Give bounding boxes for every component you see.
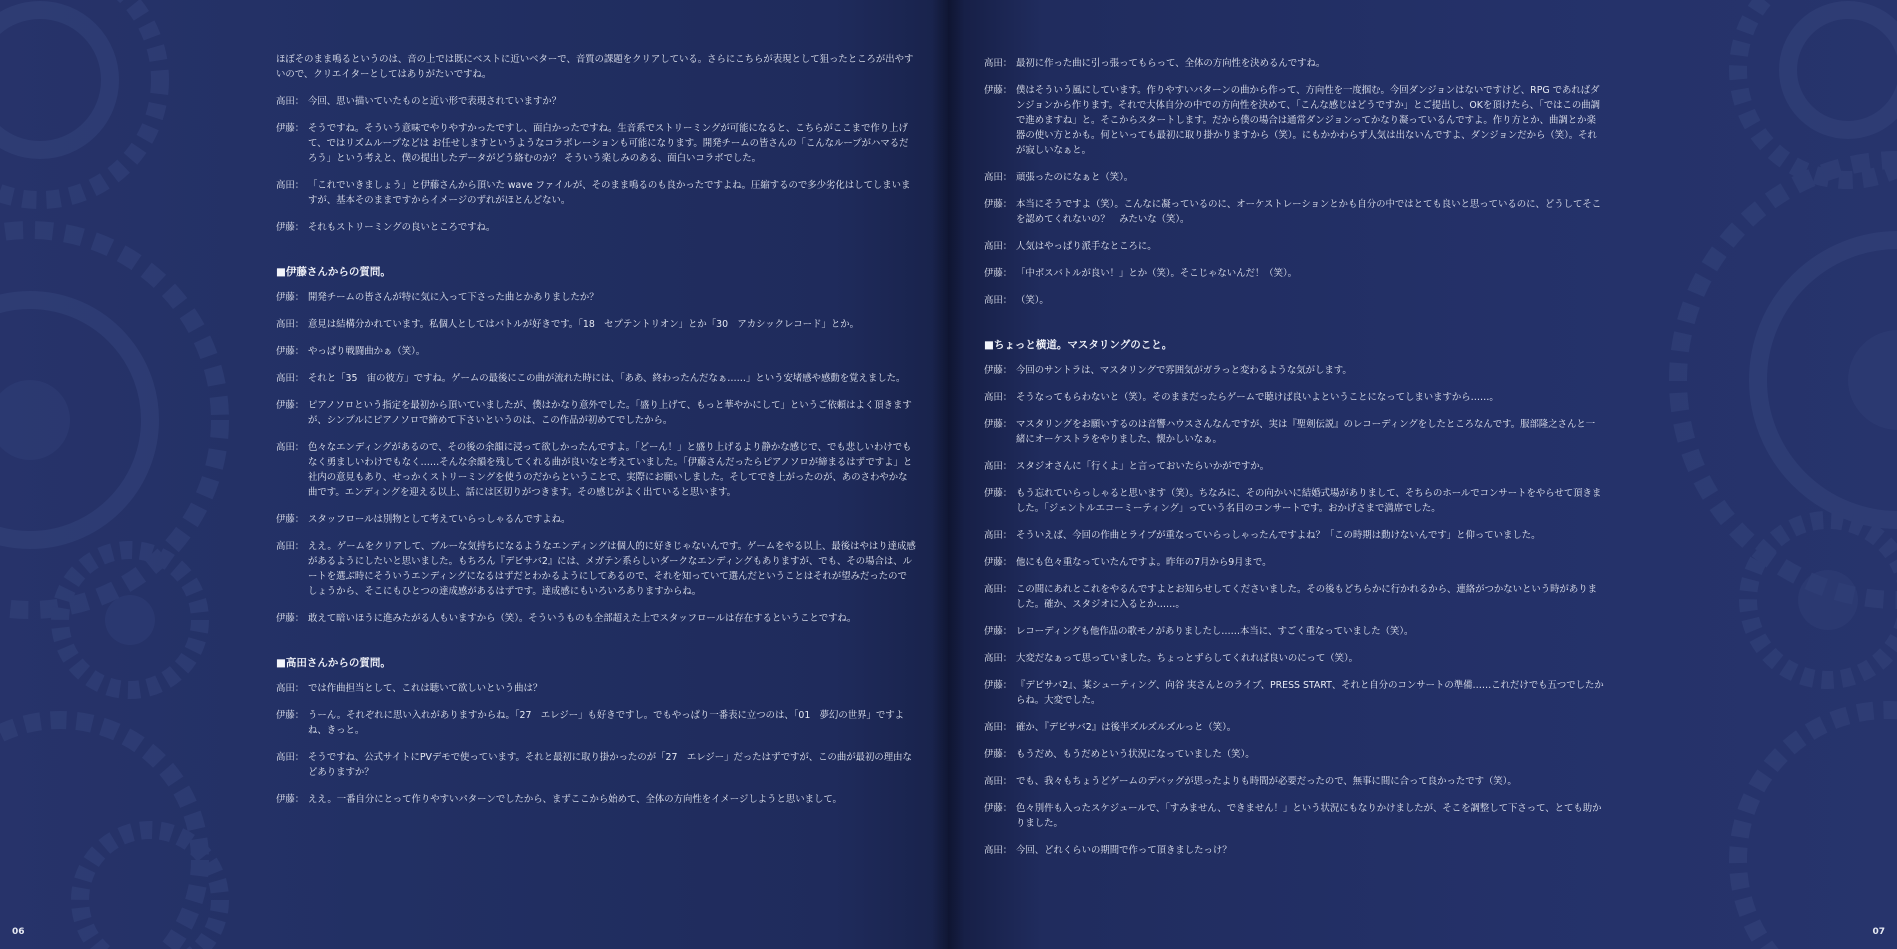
dialogue-text: でも、我々もちょうどゲームのデバッグが思ったよりも時間が必要だったので、無事に間に合って良かったです（笑）。 <box>1016 776 1517 787</box>
dialogue-text: この間にあれとこれをやるんですよとお知らせしてくださいました。その後もどちらかに行かれるから、連絡がつかないという時がありました。確か、スタジオに入るとか……。 <box>1016 584 1597 610</box>
dialogue-entry <box>276 539 916 599</box>
dialogue-entry <box>984 56 1604 71</box>
dialogue-entry <box>984 486 1604 516</box>
dialogue-entry <box>984 843 1604 858</box>
dialogue-text: ピアノソロという指定を最初から頂いていましたが、僕はかなり意外でした。「盛り上げて、もっと華やかにして」というご依頼はよく頂きますが、シンプルにピアノソロで締めて下さいというのは、この作品が初めてでしたから。 <box>308 400 912 426</box>
dialogue-text: もう忘れていらっしゃると思います（笑）。ちなみに、その向かいに結婚式場がありまして、そちらのホールでコンサートをやらせて頂きました。「ジェントルエコーミーティング」っていう名目のコンサートです。おかげさまで満席でした。 <box>1016 488 1602 514</box>
section-heading-ito-questions: ■伊藤さんからの質問。 <box>276 266 391 278</box>
dialogue-block-b <box>276 290 916 626</box>
speaker-label: 伊藤： <box>984 626 1013 637</box>
speaker-label: 高田： <box>276 96 305 107</box>
speaker-label: 伊藤： <box>276 292 305 303</box>
speaker-label: 伊藤： <box>984 803 1013 814</box>
dialogue-text: 「これでいきましょう」と伊藤さんから頂いた wave ファイルが、そのまま鳴るのも良かったですよね。圧縮するので多少劣化はしてしまいますが、基本そのままですからイメージのずれがほとんどない。 <box>308 180 911 206</box>
dialogue-entry <box>984 197 1604 227</box>
dialogue-entry <box>276 317 916 332</box>
speaker-label: 伊藤： <box>984 488 1013 499</box>
speaker-label: 高田： <box>276 541 305 552</box>
dialogue-entry <box>984 801 1604 831</box>
dialogue-text: 人気はやっぱり派手なところに。 <box>1016 241 1157 252</box>
dialogue-text: 今回、思い描いていたものと近い形で表現されていますか？ <box>308 96 562 107</box>
dialogue-text: 色々別件も入ったスケジュールで、「すみません、できません！」という状況にもなりかけましたが、そこを調整して下さって、とても助かりました。 <box>1016 803 1602 829</box>
dialogue-text: スタッフロールは別物として考えていらっしゃるんですよね。 <box>308 514 571 525</box>
dialogue-text: （笑）。 <box>1016 295 1049 306</box>
left-page <box>0 0 948 949</box>
dialogue-text: 頑張ったのになぁと（笑）。 <box>1016 172 1134 183</box>
dialogue-text: では作曲担当として、これは聴いて欲しいという曲は？ <box>308 683 543 694</box>
speaker-label: 高田： <box>984 461 1013 472</box>
dialogue-block-c <box>276 681 916 807</box>
dialogue-entry <box>276 220 916 235</box>
dialogue-entry <box>276 121 916 166</box>
dialogue-text: そうなってもらわないと（笑）。そのままだったらゲームで聴けば良いよということになってしまいますから……。 <box>1016 392 1499 403</box>
dialogue-text: 敢えて暗いほうに進みたがる人もいますから（笑）。そういうものも全部超えた上でスタッフロールは存在するということですね。 <box>308 613 857 624</box>
speaker-label: 高田： <box>984 58 1013 69</box>
dialogue-text: マスタリングをお願いするのは音響ハウスさんなんですが、実は『聖剣伝説』のレコーディングをしたところなんです。服部隆之さんと一緒にオーケストラをやりました、懐かしいなぁ。 <box>1016 419 1596 445</box>
dialogue-text: スタジオさんに「行くよ」と言っておいたらいかがですか。 <box>1016 461 1270 472</box>
dialogue-text: そういえば、今回の作曲とライブが重なっていらっしゃったんですよね？「この時期は動けないんです」と仰っていました。 <box>1016 530 1541 541</box>
dialogue-text: 意見は結構分かれています。私個人としてはバトルが好きです。「18 セプテントリオン」とか「30 アカシックレコード」とか。 <box>308 319 860 330</box>
dialogue-entry <box>276 750 916 780</box>
page-number-right: 07 <box>1872 927 1885 937</box>
dialogue-text: 『デビサバ2』、某シューティング、向谷 実さんとのライブ、PRESS START、それと自分のコンサートの準備……これだけでも五つでしたからね。大変でした。 <box>1016 680 1604 706</box>
dialogue-text: それもストリーミングの良いところですね。 <box>308 222 496 233</box>
dialogue-entry <box>984 266 1604 281</box>
dialogue-entry <box>276 344 916 359</box>
dialogue-text: それと「35 宙の彼方」ですね。ゲームの最後にこの曲が流れた時には、「ああ、終わったんだなぁ……」という安堵感や感動を覚えました。 <box>308 373 906 384</box>
speaker-label: 伊藤： <box>984 557 1013 568</box>
dialogue-entry <box>276 512 916 527</box>
dialogue-text: やっぱり戦闘曲かぁ（笑）。 <box>308 346 426 357</box>
dialogue-entry <box>984 774 1604 789</box>
section-heading-takata-questions: ■高田さんからの質問。 <box>276 657 391 669</box>
speaker-label: 高田： <box>984 295 1013 306</box>
dialogue-entry <box>984 170 1604 185</box>
dialogue-text: 「中ボスバトルが良い！」とか（笑）。そこじゃないんだ！（笑）。 <box>1016 268 1298 279</box>
dialogue-entry <box>276 611 916 626</box>
dialogue-text: 僕はそういう風にしています。作りやすいパターンの曲から作って、方向性を一度掴む。今回ダンジョンはないですけど、RPG であればダンジョンから作ります。それで大体自分の中での方向性を決めて、「こんな感じはどうですか」とご提出し、OKを頂けたら、「ではこの曲調で進めますね」と。そこからスタートします。だから僕の場合は通常ダンジョンってかなり凝っているんですよ。作り方とか、曲調とか楽器の使い方とかも。何といっても最初に取り掛かりますから（笑）。にもかかわらず人気は出ないんですよ、ダンジョンだから（笑）。それが寂しいなぁと。 <box>1016 85 1601 156</box>
dialogue-entry <box>276 792 916 807</box>
dialogue-entry <box>984 83 1604 158</box>
speaker-label: 伊藤： <box>276 794 305 805</box>
speaker-label: 伊藤： <box>276 222 305 233</box>
dialogue-text: ええ。ゲームをクリアして、ブルーな気持ちになるようなエンディングは個人的に好きじゃないんです。ゲームをやる以上、最後はやはり達成感があるようにしたいと思いました。もちろん『デビサバ2』には、メガテン系らしいダークなエンディングもありますが、でも、その場合は、ルートを選ぶ時にそういうエンディングになるはずだとわかるようにしてあるので、それを知っていて選んだということはそれが望みだったのでしょうから、そこにもひとつの達成感があるはずです。達成感にもいろいろありますからね。 <box>308 541 916 597</box>
speaker-label: 高田： <box>984 845 1013 856</box>
speaker-label: 高田： <box>984 172 1013 183</box>
dialogue-text: ええ。一番自分にとって作りやすいパターンでしたから、まずここから始めて、全体の方向性をイメージしようと思いまして。 <box>308 794 842 805</box>
dialogue-entry <box>984 555 1604 570</box>
speaker-label: 伊藤： <box>984 749 1013 760</box>
speaker-label: 高田： <box>984 722 1013 733</box>
speaker-label: 伊藤： <box>276 710 305 721</box>
dialogue-entry <box>984 582 1604 612</box>
speaker-label: 高田： <box>984 776 1013 787</box>
speaker-label: 高田： <box>984 653 1013 664</box>
speaker-label: 伊藤： <box>276 514 305 525</box>
binding-gutter <box>932 0 964 949</box>
dialogue-entry <box>276 178 916 208</box>
speaker-label: 伊藤： <box>276 400 305 411</box>
intro-line: ほぼそのまま鳴るというのは、音の上では既にベストに近いベターで、音質の課題をクリアしている。さらにこちらが表現として狙ったところが出やすいので、クリエイターとしてはありがたいですね。 <box>276 54 914 80</box>
dialogue-text: 最初に作った曲に引っ張ってもらって、全体の方向性を決めるんですね。 <box>1016 58 1326 69</box>
dialogue-text: レコーディングも他作品の歌モノがありましたし……本当に、すごく重なっていました（笑）。 <box>1016 626 1414 637</box>
dialogue-text: そうですね。そういう意味でやりやすかったですし、面白かったですね。生音系でストリーミングが可能になると、こちらがここまで作り上げて、ではリズムループなどは お任せしますというようなコラボレーションも可能になります。開発チームの皆さんの「こんなループがハマるだろう」という考えと、僕の提出したデータがどう絡むのか？ そういう楽しみのある、面白いコラボでした。 <box>308 123 909 164</box>
dialogue-entry <box>984 678 1604 708</box>
speaker-label: 伊藤： <box>984 199 1013 210</box>
dialogue-text: 大変だなぁって思っていました。ちょっとずらしてくれれば良いのにって（笑）。 <box>1016 653 1358 664</box>
dialogue-block-a <box>276 94 916 235</box>
dialogue-block-a <box>984 56 1604 308</box>
dialogue-text: もうだめ、もうだめという状況になっていました（笑）。 <box>1016 749 1255 760</box>
dialogue-entry <box>984 624 1604 639</box>
dialogue-block-b <box>984 363 1604 858</box>
dialogue-entry <box>984 747 1604 762</box>
dialogue-entry <box>984 459 1604 474</box>
right-page <box>948 0 1897 949</box>
speaker-label: 高田： <box>276 373 305 384</box>
speaker-label: 高田： <box>276 442 305 453</box>
dialogue-entry <box>984 363 1604 378</box>
speaker-label: 伊藤： <box>984 268 1013 279</box>
dialogue-text: 色々なエンディングがあるので、その後の余韻に浸って欲しかったんですよ。「どーん！」と盛り上げるより静かな感じで、でも悲しいわけでもなく勇ましいわけでもなく……そんな余韻を残してくれる曲が良いなと考えていました。「伊藤さんだったらピアノソロが締まるはずですよ」と社内の意見もあり、せっかくストリーミングを使うのだからということで、実際にお願いしました。そしてでき上がったのが、あのさわやかな曲です。エンディングを迎える以上、話には区切りがつきます。その感じがよく出ていると思います。 <box>308 442 913 498</box>
speaker-label: 高田： <box>276 319 305 330</box>
speaker-label: 伊藤： <box>276 346 305 357</box>
speaker-label: 高田： <box>984 530 1013 541</box>
dialogue-text: 開発チームの皆さんが特に気に入って下さった曲とかありましたか？ <box>308 292 599 303</box>
intro-paragraph <box>276 52 916 82</box>
dialogue-entry <box>984 390 1604 405</box>
right-page-text <box>984 56 1604 870</box>
dialogue-entry <box>276 440 916 500</box>
speaker-label: 高田： <box>984 241 1013 252</box>
dialogue-entry <box>984 293 1604 308</box>
dialogue-text: 今回、どれくらいの期間で作って頂きましたっけ？ <box>1016 845 1232 856</box>
dialogue-entry <box>984 417 1604 447</box>
speaker-label: 高田： <box>984 392 1013 403</box>
dialogue-entry <box>984 528 1604 543</box>
page-number-left: 06 <box>12 927 25 937</box>
speaker-label: 高田： <box>984 584 1013 595</box>
speaker-label: 高田： <box>276 683 305 694</box>
speaker-label: 伊藤： <box>984 85 1013 96</box>
dialogue-entry <box>276 398 916 428</box>
dialogue-entry <box>276 708 916 738</box>
dialogue-text: そうですね、公式サイトにPVデモで使っています。それと最初に取り掛かったのが「27 エレジー」だったはずですが、この曲が最初の理由などありますか？ <box>308 752 912 778</box>
dialogue-text: うーん。それぞれに思い入れがありますからね。「27 エレジー」も好きですし。でもやっぱり一番表に立つのは、「01 夢幻の世界」ですよね、きっと。 <box>308 710 905 736</box>
speaker-label: 伊藤： <box>984 365 1013 376</box>
speaker-label: 高田： <box>276 180 305 191</box>
dialogue-entry <box>276 94 916 109</box>
left-page-text <box>276 52 916 819</box>
dialogue-entry <box>984 239 1604 254</box>
speaker-label: 伊藤： <box>984 680 1013 691</box>
dialogue-entry <box>276 371 916 386</box>
speaker-label: 高田： <box>276 752 305 763</box>
dialogue-text: 本当にそうですよ（笑）。こんなに凝っているのに、オーケストレーションとかも自分の中ではとても良いと思っているのに、どうしてそこを認めてくれないの？ みたいな（笑）。 <box>1016 199 1602 225</box>
speaker-label: 伊藤： <box>276 123 305 134</box>
dialogue-entry <box>276 681 916 696</box>
dialogue-entry <box>984 651 1604 666</box>
dialogue-text: 今回のサントラは、マスタリングで雰囲気がガラっと変わるような気がします。 <box>1016 365 1352 376</box>
dialogue-text: 確か、『デビサバ2』は後半ズルズルズルっと（笑）。 <box>1016 722 1237 733</box>
dialogue-entry <box>984 720 1604 735</box>
dialogue-text: 他にも色々重なっていたんですよ。昨年の7月から9月まで。 <box>1016 557 1272 568</box>
section-heading-mastering: ■ちょっと横道。マスタリングのこと。 <box>984 339 1173 351</box>
speaker-label: 伊藤： <box>984 419 1013 430</box>
speaker-label: 伊藤： <box>276 613 305 624</box>
dialogue-entry <box>276 290 916 305</box>
